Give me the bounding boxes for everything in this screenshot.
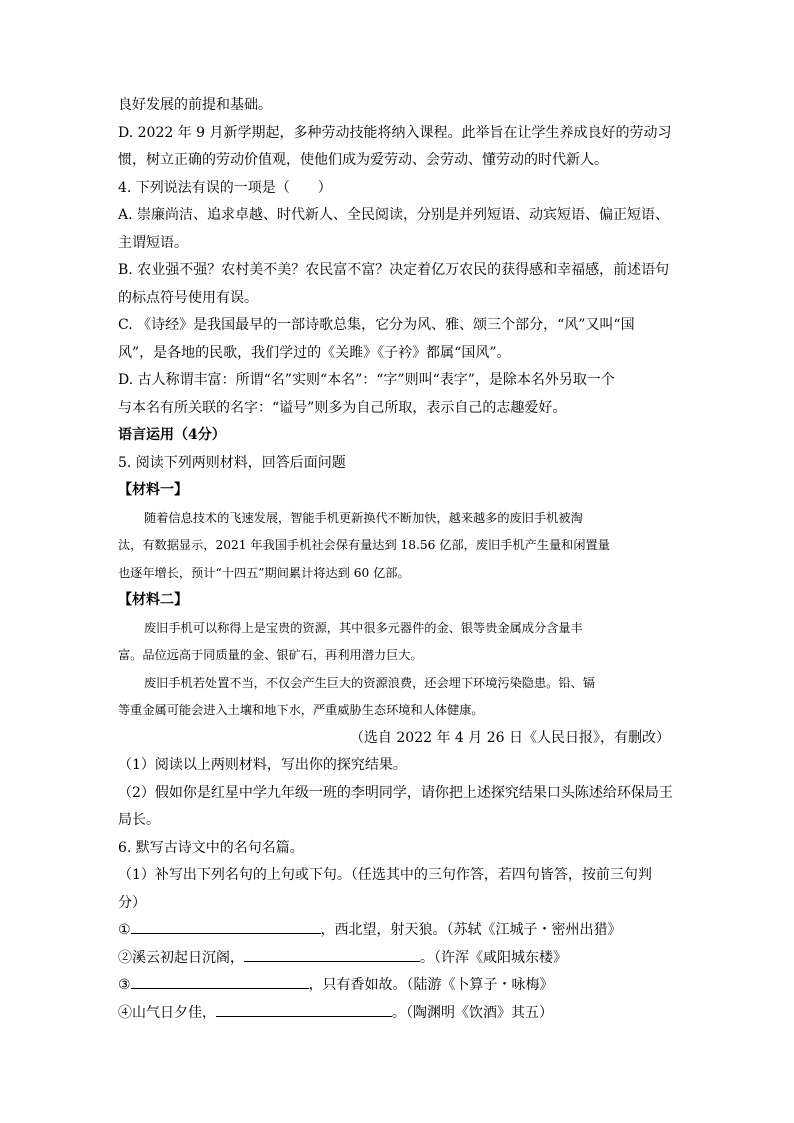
fill-text: ，只有香如故。（陆游《卜算子・咏梅》 bbox=[308, 977, 554, 993]
fill-text: ②溪云初起日沉阁， bbox=[118, 949, 244, 966]
fill-label: ③ bbox=[118, 977, 131, 993]
material-2-title: 【材料二】 bbox=[118, 592, 188, 608]
option-c-line: 风”，是各地的民歌，我们学过的《关雎》《子衿》都属“国风”。 bbox=[118, 344, 511, 361]
question-6-1: （1）补写出下列名句的上句或下句。（任选其中的三句作答，若四句皆答，按前三句判 bbox=[118, 867, 652, 883]
material-1-line: 随着信息技术的飞速发展，智能手机更新换代不断加快，越来越多的废旧手机被淘 bbox=[144, 510, 583, 525]
fill-blank-1 bbox=[118, 917, 678, 945]
source-citation: （选自 2022 年 4 月 26 日《人民日报》，有删改） bbox=[349, 729, 670, 746]
fill-blank-4 bbox=[118, 1000, 678, 1028]
question-5-2: （2）假如你是红星中学九年级一班的李明同学，请你把上述探究结果口头陈述给环保局王 bbox=[118, 784, 673, 801]
option-d-line: 与本名有所关联的名字：“谥号”则多为自己所取，表示自己的志趣爱好。 bbox=[118, 399, 567, 416]
text-line: 良好发展的前提和基础。 bbox=[118, 97, 272, 113]
section-heading: 语言运用（4分） bbox=[118, 427, 226, 443]
fill-blank-2 bbox=[118, 945, 678, 973]
question-5: 5. 阅读下列两则材料，回答后面问题 bbox=[118, 454, 346, 471]
option-d-line: D. 2022 年 9 月新学期起，多种劳动技能将纳入课程。此举旨在让学生养成良好的劳动习 bbox=[118, 124, 672, 141]
question-5-2: 局长。 bbox=[118, 812, 160, 828]
question-6-1: 分） bbox=[118, 894, 146, 911]
fill-text: 。（许浑《咸阳城东楼》 bbox=[420, 949, 567, 966]
fill-text: ④山气日夕佳， bbox=[118, 1004, 216, 1021]
material-2-line: 废旧手机若处置不当，不仅会产生巨大的资源浪费，还会埋下环境污染隐患。铅、镉 bbox=[144, 675, 595, 690]
question-6: 6. 默写古诗文中的名句名篇。 bbox=[118, 839, 304, 856]
option-c-line: C. 《诗经》是我国最早的一部诗歌总集，它分为风、雅、颂三个部分，“风”又叫“国 bbox=[118, 317, 635, 333]
fill-text: 。（陶渊明《饮酒》其五） bbox=[392, 1004, 553, 1021]
material-1-line: 也逐年增长，预计“十四五”期间累计将达到 60 亿部。 bbox=[118, 565, 410, 580]
document-page bbox=[118, 92, 678, 1027]
material-2-line: 废旧手机可以称得上是宝贵的资源，其中很多元器件的金、银等贵金属成分含量丰 bbox=[144, 620, 583, 635]
option-a-line: 主谓短语。 bbox=[118, 234, 188, 251]
option-b-line: 的标点符号使用有误。 bbox=[118, 289, 258, 306]
material-1-title: 【材料一】 bbox=[118, 482, 188, 498]
question-4: 4. 下列说法有误的一项是（ ） bbox=[118, 179, 332, 196]
material-1-line: 汰，有数据显示，2021 年我国手机社会保有量达到 18.56 亿部，废旧手机产生量和闲置量 bbox=[118, 538, 610, 552]
fill-text: ，西北望，射天狼。（苏轼《江城子・密州出猎》 bbox=[320, 922, 622, 938]
fill-label: ① bbox=[118, 922, 131, 938]
option-d-line: D. 古人称谓丰富：所谓“名”实则“本名”：“字”则叫“表字”，是除本名外另取一个 bbox=[118, 372, 615, 388]
question-5-1: （1）阅读以上两则材料，写出你的探究结果。 bbox=[118, 757, 407, 773]
answer-blank[interactable] bbox=[131, 973, 309, 989]
material-2-line: 富。品位远高于同质量的金、银矿石，再利用潜力巨大。 bbox=[118, 648, 423, 662]
option-b-line: B. 农业强不强？农村美不美？农民富不富？决定着亿万农民的获得感和幸福感，前述语句 bbox=[118, 262, 670, 278]
answer-blank[interactable] bbox=[216, 1001, 392, 1017]
material-2-line: 等重金属可能会进入土壤和地下水，严重威胁生态环境和人体健康。 bbox=[118, 703, 484, 717]
answer-blank[interactable] bbox=[131, 918, 321, 934]
fill-blank-3 bbox=[118, 972, 678, 1000]
answer-blank[interactable] bbox=[244, 946, 420, 962]
text-line: 惯，树立正确的劳动价值观，使他们成为爱劳动、会劳动、懂劳动的时代新人。 bbox=[118, 152, 608, 168]
option-a-line: A. 崇廉尚洁、追求卓越、时代新人、全民阅读，分别是并列短语、动宾短语、偏正短语、 bbox=[118, 207, 670, 223]
